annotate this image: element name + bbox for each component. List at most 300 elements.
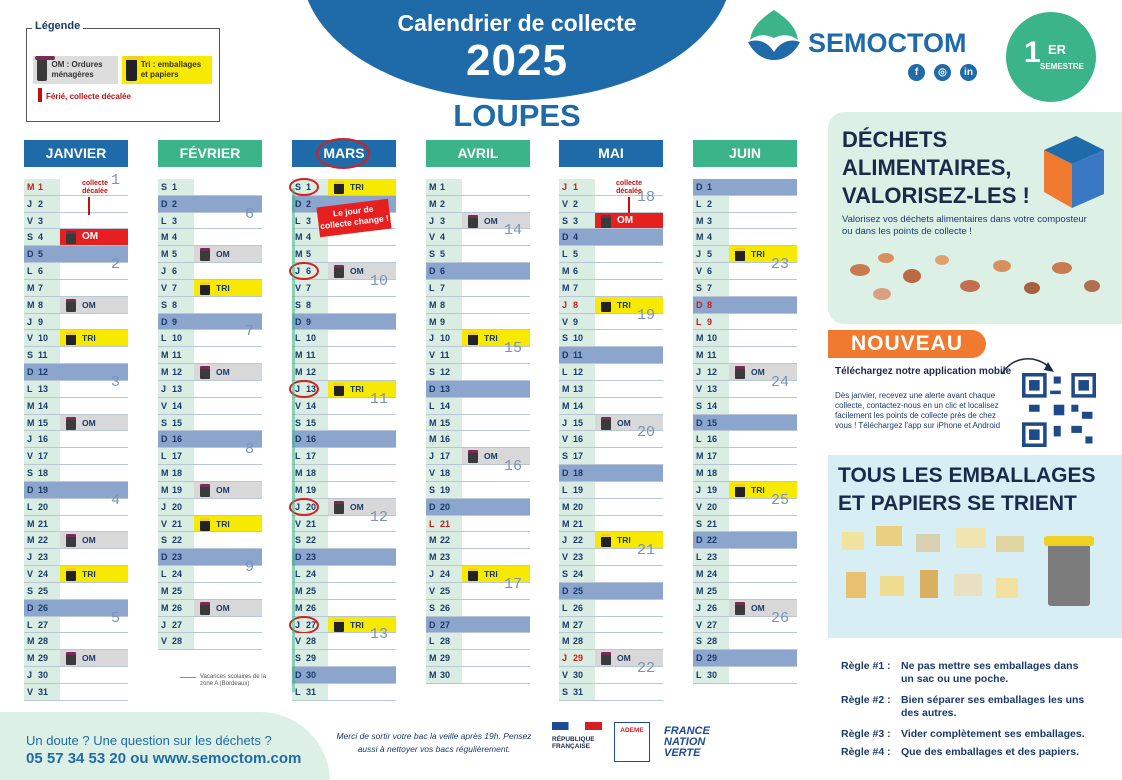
day-number: 29 xyxy=(306,653,317,664)
day-number: 29 xyxy=(707,653,718,664)
linkedin-icon[interactable]: in xyxy=(960,64,977,81)
day-number: 26 xyxy=(306,602,317,613)
weekday: J xyxy=(295,383,301,394)
collection-label: OM xyxy=(484,215,498,226)
semester-suffix: ER xyxy=(1048,42,1067,57)
weekday: J xyxy=(27,198,33,209)
bin-icon xyxy=(200,248,210,261)
weekday: L xyxy=(161,215,167,226)
day-row xyxy=(158,633,262,650)
day-label xyxy=(559,448,595,464)
weekday: M xyxy=(27,653,35,664)
collection-label: TRI xyxy=(350,383,364,394)
om-bin-icon xyxy=(37,59,47,81)
day-row xyxy=(292,600,396,617)
day-label xyxy=(158,431,194,447)
day-label xyxy=(426,246,462,262)
day-number: 16 xyxy=(707,434,718,445)
day-number: 4 xyxy=(306,232,312,243)
day-number: 10 xyxy=(440,333,451,344)
weekday: M xyxy=(696,585,704,596)
day-row xyxy=(559,448,663,465)
collection-label: TRI xyxy=(350,619,364,630)
day-row xyxy=(158,263,262,280)
day-label xyxy=(693,650,729,666)
weekday: V xyxy=(562,198,569,209)
semoctom-leaf-icon xyxy=(744,8,804,62)
day-label xyxy=(426,583,462,599)
day-label xyxy=(426,381,462,397)
day-label xyxy=(292,667,328,683)
rule-item xyxy=(841,746,1093,759)
day-number: 5 xyxy=(573,249,579,260)
day-number: 17 xyxy=(306,451,317,462)
day-label xyxy=(158,499,194,515)
weekday: M xyxy=(562,619,570,630)
day-number: 11 xyxy=(172,350,182,361)
day-number: 17 xyxy=(38,451,49,462)
weekday: D xyxy=(429,383,436,394)
day-number: 2 xyxy=(440,198,446,209)
day-row xyxy=(426,415,530,432)
week-number: 4 xyxy=(110,491,120,509)
month-header: AVRIL xyxy=(426,140,530,167)
note-decalee-mai: collecte décalée xyxy=(615,180,643,195)
weekday: D xyxy=(562,468,569,479)
day-label xyxy=(158,213,194,229)
semester-badge xyxy=(1006,12,1096,102)
day-row xyxy=(693,415,797,432)
weekday: M xyxy=(429,299,437,310)
weekday: S xyxy=(161,182,168,192)
day-label xyxy=(292,532,328,548)
day-row xyxy=(426,633,530,650)
weekday: S xyxy=(295,535,302,546)
day-row xyxy=(292,179,396,196)
weekday: D xyxy=(27,484,34,495)
day-number: 28 xyxy=(707,636,718,647)
day-number: 15 xyxy=(38,417,49,428)
bin-icon xyxy=(601,652,611,665)
day-label xyxy=(158,617,194,633)
day-number: 25 xyxy=(306,585,317,596)
weekday: M xyxy=(562,400,570,411)
weekday: V xyxy=(696,383,703,394)
day-label xyxy=(426,398,462,414)
week-number: 13 xyxy=(369,626,388,644)
day-number: 20 xyxy=(306,501,317,512)
day-label xyxy=(24,330,60,346)
day-number: 8 xyxy=(440,299,446,310)
day-label xyxy=(24,499,60,515)
weekday: S xyxy=(696,518,703,529)
day-number: 23 xyxy=(172,552,183,563)
collection-om xyxy=(60,650,128,666)
day-row xyxy=(24,448,128,465)
day-number: 18 xyxy=(306,468,317,479)
day-label xyxy=(559,364,595,380)
day-label xyxy=(559,263,595,279)
footer-contact[interactable]: 05 57 34 53 20 ou www.semoctom.com xyxy=(26,750,302,767)
day-label xyxy=(24,566,60,582)
day-number: 21 xyxy=(707,518,718,529)
day-number: 22 xyxy=(172,535,183,546)
month-column xyxy=(559,179,663,701)
day-row xyxy=(559,424,663,448)
day-number: 20 xyxy=(573,501,584,512)
day-row xyxy=(693,330,797,347)
day-number: 16 xyxy=(306,434,317,445)
day-number: 1 xyxy=(707,182,713,192)
week-number: 24 xyxy=(770,373,789,391)
weekday: D xyxy=(295,198,302,209)
month-header: JANVIER xyxy=(24,140,128,167)
day-number: 26 xyxy=(707,602,718,613)
qr-code-icon[interactable] xyxy=(1022,373,1096,447)
weekday: L xyxy=(429,636,435,647)
day-label xyxy=(693,465,729,481)
weekday: S xyxy=(429,367,436,378)
day-row xyxy=(693,583,797,600)
day-label xyxy=(158,516,194,532)
day-row xyxy=(158,482,262,499)
day-row xyxy=(24,373,128,398)
weekday: L xyxy=(429,400,435,411)
collection-label: TRI xyxy=(751,484,765,495)
day-label xyxy=(559,667,595,683)
day-row xyxy=(559,364,663,381)
day-row xyxy=(158,347,262,364)
collection-label: OM xyxy=(751,602,765,613)
day-row xyxy=(559,330,663,347)
day-row xyxy=(426,482,530,499)
day-number: 26 xyxy=(573,602,584,613)
day-number: 3 xyxy=(440,215,446,226)
ferie-arrow-icon xyxy=(38,88,42,102)
day-number: 2 xyxy=(38,198,44,209)
day-row xyxy=(158,323,262,347)
weekday: M xyxy=(295,468,303,479)
day-number: 15 xyxy=(172,417,183,428)
day-row xyxy=(426,398,530,415)
day-label xyxy=(292,398,328,414)
day-row xyxy=(559,280,663,297)
day-row xyxy=(24,280,128,297)
day-number: 27 xyxy=(573,619,584,630)
day-number: 7 xyxy=(440,282,446,293)
weekday: D xyxy=(696,417,703,428)
day-row xyxy=(693,196,797,213)
weekday: M xyxy=(696,569,704,580)
collection-label: OM xyxy=(216,484,230,495)
weekday: M xyxy=(27,299,35,310)
weekday: M xyxy=(161,484,169,495)
day-label xyxy=(693,179,729,195)
weekday: S xyxy=(696,400,703,411)
weekday: S xyxy=(429,602,436,613)
collection-label: TRI xyxy=(617,535,631,546)
day-row xyxy=(24,684,128,701)
day-row xyxy=(559,213,663,230)
day-row xyxy=(559,306,663,331)
day-label xyxy=(693,499,729,515)
bin-icon xyxy=(601,417,611,430)
rule-label: Règle #1 : xyxy=(841,660,891,672)
day-row xyxy=(559,684,663,701)
weekday: L xyxy=(696,316,702,327)
day-row xyxy=(292,272,396,297)
day-label xyxy=(158,465,194,481)
day-number: 7 xyxy=(306,282,312,293)
day-row xyxy=(292,549,396,566)
day-label xyxy=(426,297,462,313)
facebook-icon[interactable]: f xyxy=(908,64,925,81)
day-number: 29 xyxy=(573,653,584,664)
weekday: M xyxy=(696,232,704,243)
day-row xyxy=(24,583,128,600)
day-number: 10 xyxy=(306,333,317,344)
day-number: 31 xyxy=(573,686,584,697)
day-row xyxy=(426,458,530,482)
day-row xyxy=(559,516,663,533)
day-number: 18 xyxy=(573,468,584,479)
day-label xyxy=(559,583,595,599)
day-row xyxy=(559,246,663,263)
day-number: 30 xyxy=(306,670,317,681)
day-number: 9 xyxy=(573,316,579,327)
collection-label: TRI xyxy=(350,182,364,192)
day-number: 23 xyxy=(707,552,718,563)
day-row xyxy=(559,263,663,280)
day-number: 12 xyxy=(707,367,718,378)
day-row xyxy=(24,415,128,432)
bin-icon xyxy=(200,366,210,379)
day-number: 27 xyxy=(306,619,317,630)
day-label xyxy=(158,246,194,262)
day-number: 9 xyxy=(172,316,178,327)
weekday: L xyxy=(27,266,33,277)
day-label xyxy=(559,179,595,195)
weekday: S xyxy=(429,484,436,495)
day-row xyxy=(292,364,396,381)
day-row xyxy=(693,532,797,549)
day-number: 26 xyxy=(38,602,49,613)
day-number: 25 xyxy=(172,585,183,596)
day-label xyxy=(24,583,60,599)
weekday: D xyxy=(27,249,34,260)
day-number: 20 xyxy=(38,501,49,512)
day-number: 2 xyxy=(707,198,713,209)
day-label xyxy=(693,398,729,414)
day-label xyxy=(559,213,595,229)
day-label xyxy=(559,229,595,245)
day-row xyxy=(24,256,128,280)
collection-label: TRI xyxy=(216,282,230,293)
day-label xyxy=(24,617,60,633)
day-number: 24 xyxy=(38,569,49,580)
weekday: S xyxy=(696,282,703,293)
day-row xyxy=(426,431,530,448)
weekday: J xyxy=(27,434,33,445)
day-number: 10 xyxy=(573,333,584,344)
weekday: D xyxy=(27,602,34,613)
bin-icon xyxy=(334,383,344,396)
day-row xyxy=(693,609,797,634)
day-number: 28 xyxy=(38,636,49,647)
weekday: M xyxy=(429,552,437,563)
day-number: 21 xyxy=(573,518,584,529)
day-number: 19 xyxy=(306,484,317,495)
month-header: FÉVRIER xyxy=(158,140,262,167)
rule-label: Règle #4 : xyxy=(841,746,891,758)
day-label xyxy=(158,330,194,346)
day-row xyxy=(24,516,128,533)
weekday: M xyxy=(161,585,169,596)
day-row xyxy=(292,297,396,314)
collection-om xyxy=(60,415,128,431)
day-label xyxy=(559,650,595,666)
day-number: 9 xyxy=(707,316,713,327)
weekday: D xyxy=(295,434,302,445)
day-label xyxy=(158,532,194,548)
day-label xyxy=(559,398,595,414)
day-label xyxy=(292,297,328,313)
week-number: 12 xyxy=(369,508,388,526)
weekday: L xyxy=(562,367,568,378)
bin-icon xyxy=(735,366,745,379)
day-row xyxy=(292,465,396,482)
weekday: J xyxy=(295,501,301,512)
day-label xyxy=(158,415,194,431)
day-row xyxy=(158,559,262,583)
day-label xyxy=(158,549,194,565)
bin-icon xyxy=(735,248,745,261)
day-label xyxy=(693,263,729,279)
day-label xyxy=(426,667,462,683)
rule-item xyxy=(841,694,1093,720)
weekday: L xyxy=(295,333,301,344)
day-label xyxy=(559,330,595,346)
day-label xyxy=(693,229,729,245)
bin-icon xyxy=(468,450,478,463)
week-number: 25 xyxy=(770,491,789,509)
day-number: 1 xyxy=(573,182,579,192)
day-label xyxy=(158,347,194,363)
weekday: S xyxy=(27,350,34,361)
day-row xyxy=(693,347,797,364)
day-label xyxy=(559,532,595,548)
vacances-legend: Vacances scolaires de la zone A (Bordeaux) xyxy=(200,674,266,687)
day-number: 20 xyxy=(440,501,451,512)
rule-label: Règle #2 : xyxy=(841,694,891,706)
day-number: 22 xyxy=(707,535,718,546)
collection-label: OM xyxy=(216,367,230,378)
day-label xyxy=(292,364,328,380)
day-number: 14 xyxy=(38,400,49,411)
month-column xyxy=(693,179,797,684)
day-label xyxy=(426,314,462,330)
day-label xyxy=(693,330,729,346)
day-number: 10 xyxy=(172,333,183,344)
day-label xyxy=(158,314,194,330)
weekday: J xyxy=(429,451,435,462)
arrow-down-icon xyxy=(628,197,630,213)
week-number: 23 xyxy=(770,256,789,274)
day-row xyxy=(292,566,396,583)
day-row xyxy=(292,415,396,432)
day-label xyxy=(693,246,729,262)
collection-label: OM xyxy=(82,535,96,546)
instagram-icon[interactable]: ◎ xyxy=(934,64,951,81)
footer-merci: Merci de sortir votre bac la veille après 19h. Pensez aussi à nettoyer vos bacs régulièrement. xyxy=(336,731,532,754)
collection-tri xyxy=(60,330,128,346)
day-label xyxy=(559,600,595,616)
day-number: 31 xyxy=(38,686,49,697)
day-label xyxy=(693,364,729,380)
weekday: M xyxy=(696,350,704,361)
day-label xyxy=(292,566,328,582)
day-label xyxy=(292,650,328,666)
day-row xyxy=(559,347,663,364)
weekday: S xyxy=(161,535,168,546)
day-number: 26 xyxy=(440,602,451,613)
week-number: 10 xyxy=(369,272,388,290)
weekday: S xyxy=(562,686,569,697)
weekday: D xyxy=(696,653,703,664)
weekday: M xyxy=(295,484,303,495)
day-number: 13 xyxy=(172,383,183,394)
day-row xyxy=(426,263,530,280)
day-number: 14 xyxy=(707,400,718,411)
day-label xyxy=(693,600,729,616)
day-number: 21 xyxy=(306,518,317,529)
bin-icon xyxy=(66,417,76,430)
collection-label: TRI xyxy=(484,569,498,580)
weekday: L xyxy=(295,215,301,226)
weekday: D xyxy=(295,670,302,681)
week-number: 16 xyxy=(503,458,522,476)
weekday: V xyxy=(295,518,302,529)
day-number: 29 xyxy=(38,653,49,664)
weekday: J xyxy=(696,249,702,260)
day-label xyxy=(693,431,729,447)
weekday: D xyxy=(696,535,703,546)
weekday: V xyxy=(161,282,168,293)
day-label xyxy=(559,516,595,532)
day-row xyxy=(559,482,663,499)
weekday: V xyxy=(295,282,302,293)
day-row xyxy=(292,330,396,347)
day-label xyxy=(426,600,462,616)
weekday: S xyxy=(295,417,302,428)
week-number: 14 xyxy=(503,222,522,240)
day-number: 4 xyxy=(172,232,178,243)
day-number: 30 xyxy=(573,670,584,681)
day-number: 3 xyxy=(306,215,312,226)
day-row xyxy=(559,566,663,583)
day-number: 6 xyxy=(306,266,312,277)
collection-label: OM xyxy=(82,231,99,243)
weekday: M xyxy=(295,350,303,361)
week-number: 9 xyxy=(244,559,254,577)
day-row xyxy=(426,381,530,398)
weekday: S xyxy=(562,451,569,462)
tri-bin-icon xyxy=(126,59,137,81)
weekday: J xyxy=(562,653,568,664)
collection-om xyxy=(194,364,262,380)
day-number: 5 xyxy=(172,249,178,260)
weekday: M xyxy=(562,282,570,293)
